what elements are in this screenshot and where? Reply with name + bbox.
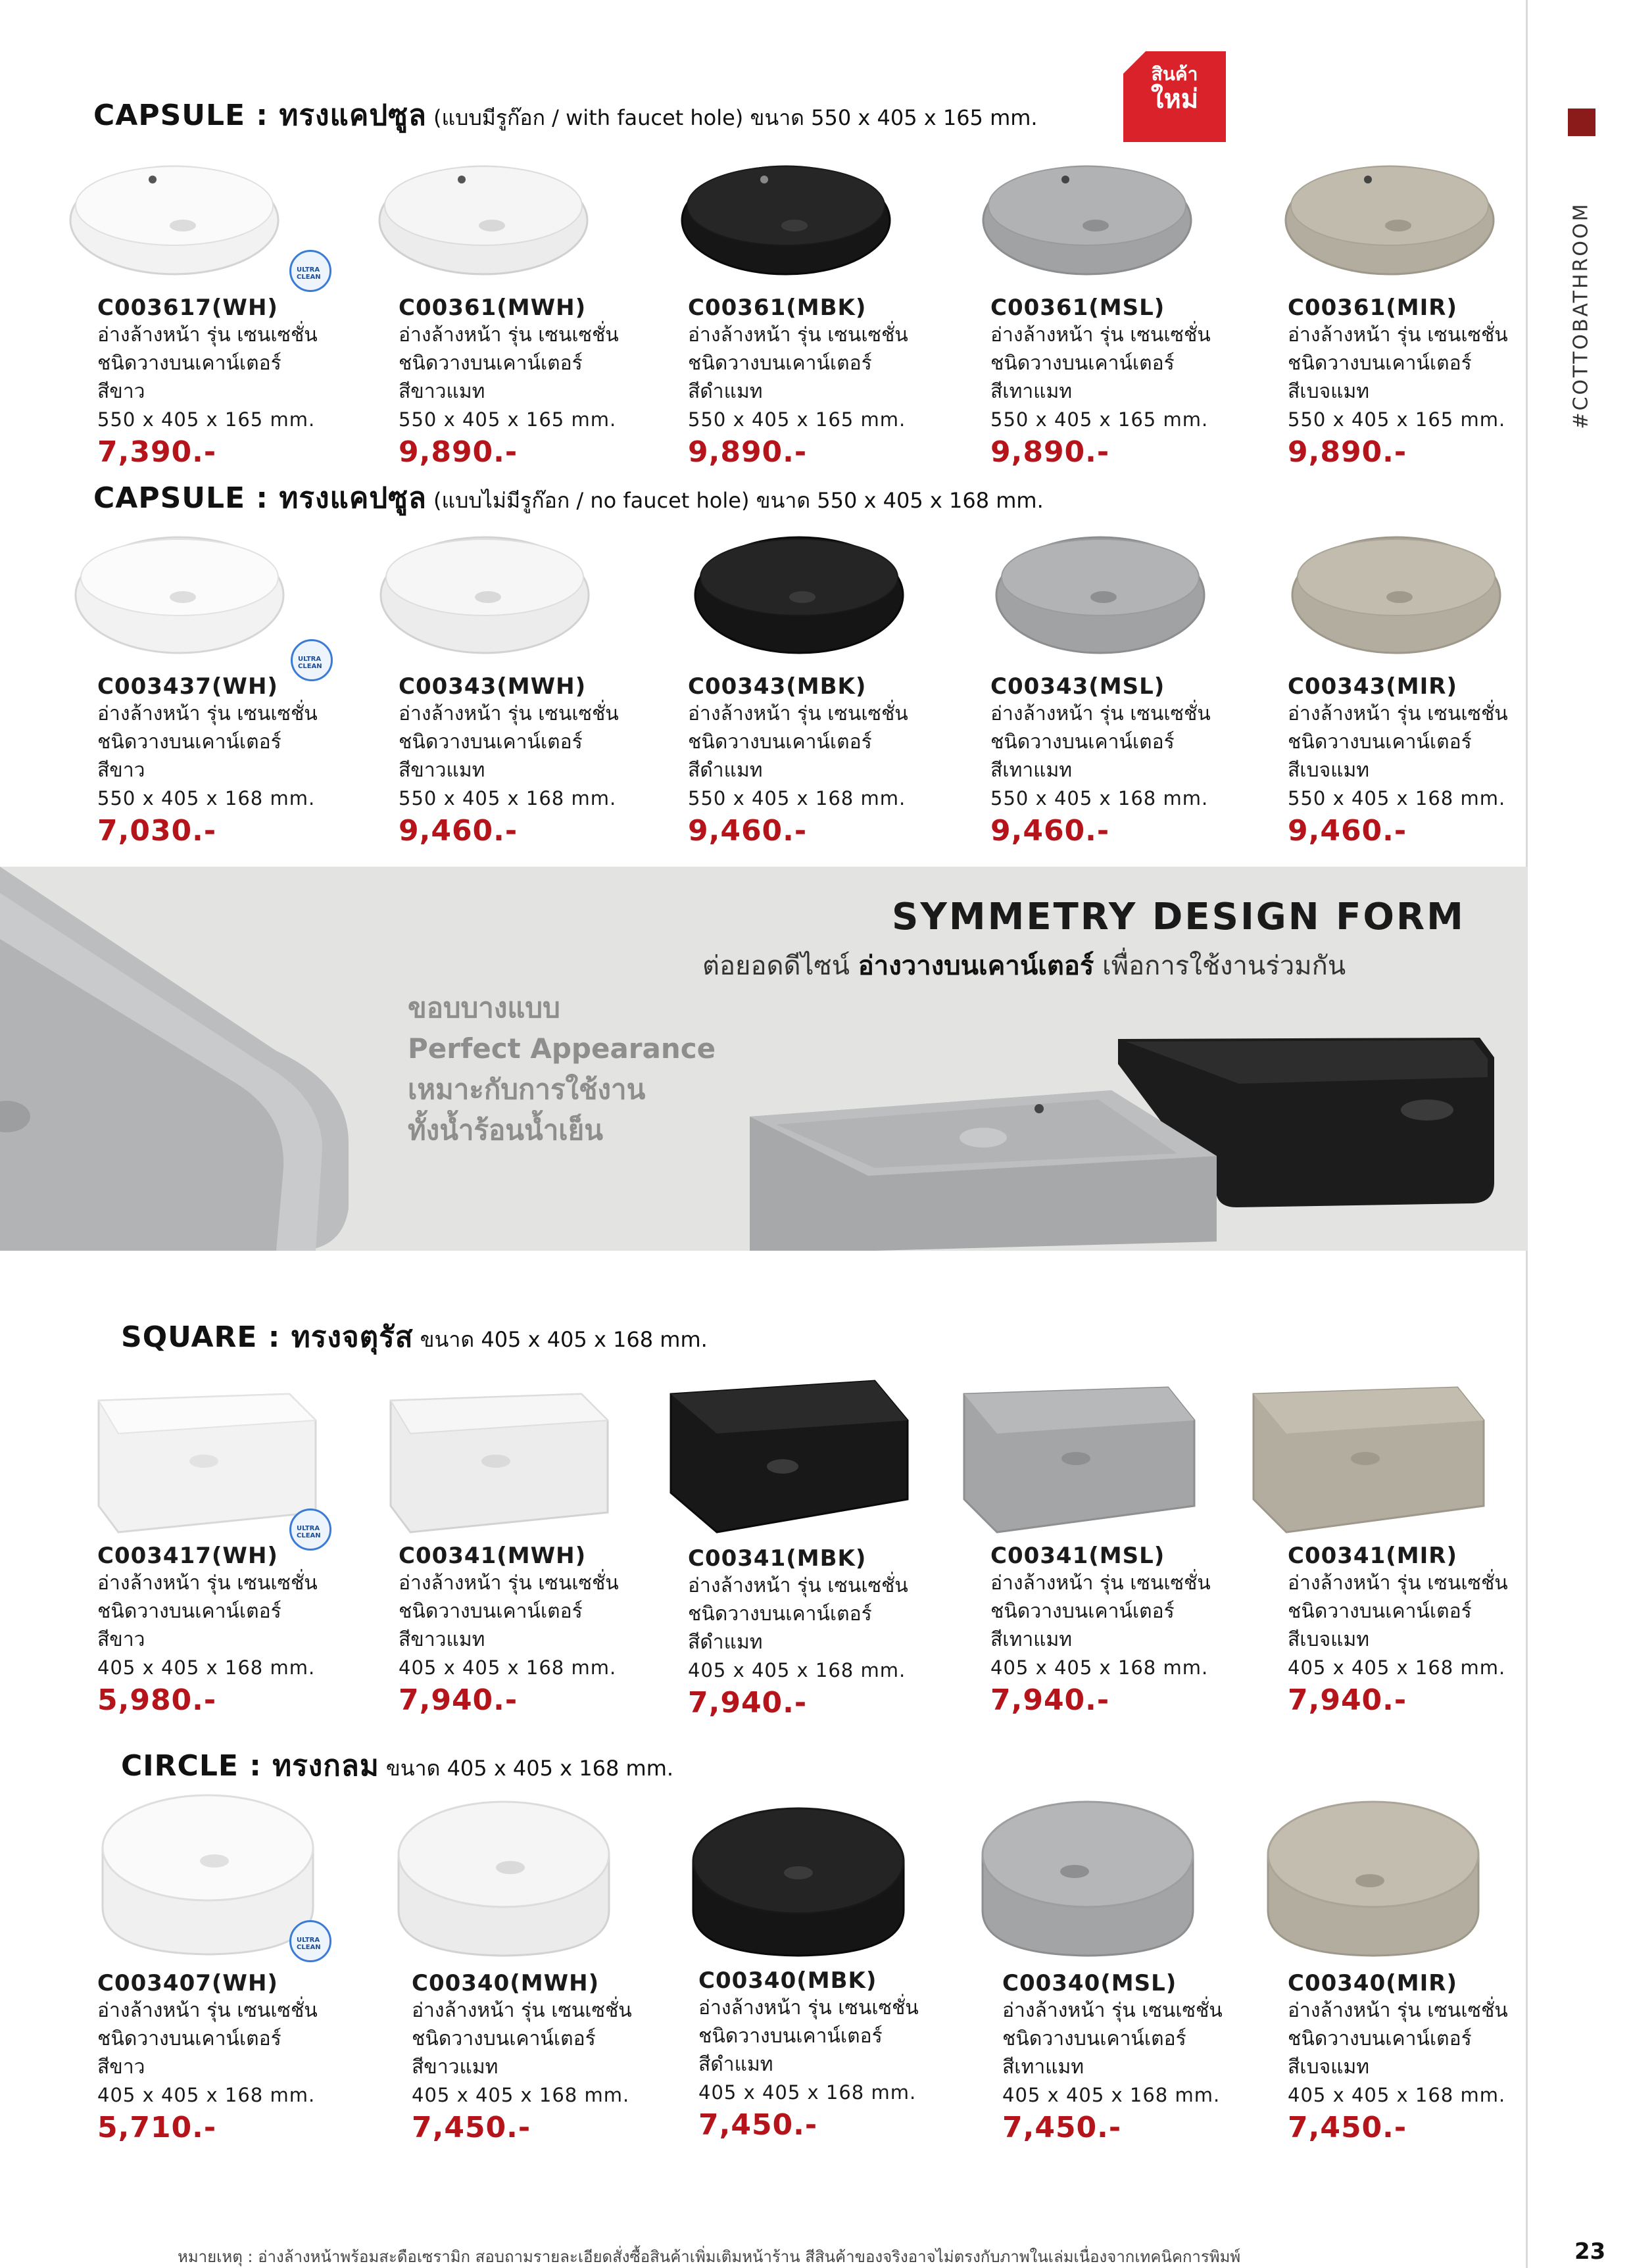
banner-title: SYMMETRY DESIGN FORM bbox=[892, 896, 1465, 938]
product-color: สีดำแมท bbox=[698, 2053, 773, 2076]
product-code: C00341(MSL) bbox=[990, 1543, 1165, 1569]
product-color: สีเทาแมท bbox=[1002, 2056, 1084, 2079]
product-description: อ่างล้างหน้า รุ่น เซนเซชั่น bbox=[97, 324, 318, 347]
product-color: สีเทาแมท bbox=[990, 759, 1073, 782]
product-card-c00341-mir bbox=[1288, 1543, 1577, 1719]
product-price: 9,890.- bbox=[1288, 435, 1407, 469]
product-dimensions: 550 x 405 x 165 mm. bbox=[399, 408, 617, 431]
product-type: ชนิดวางบนเคาน์เตอร์ bbox=[1288, 731, 1472, 754]
product-code: C00361(MIR) bbox=[1288, 295, 1457, 321]
banner-features: ขอบบางแบบ Perfect Appearance เหมาะกับการใช้งาน ทั้งน้ำร้อนน้ำเย็น bbox=[408, 992, 716, 1146]
product-price: 7,450.- bbox=[698, 2108, 818, 2142]
product-description: อ่างล้างหน้า รุ่น เซนเซชั่น bbox=[97, 1999, 318, 2022]
product-image-square-black bbox=[664, 1368, 914, 1539]
product-card-c00343-msl bbox=[990, 673, 1280, 850]
product-color: สีเบจแมท bbox=[1288, 759, 1370, 782]
product-dimensions: 550 x 405 x 168 mm. bbox=[399, 787, 617, 809]
product-color: สีขาว bbox=[97, 1628, 145, 1651]
product-description: อ่างล้างหน้า รุ่น เซนเซชั่น bbox=[990, 324, 1211, 347]
product-dimensions: 405 x 405 x 168 mm. bbox=[990, 1656, 1209, 1679]
product-card-c003437-wh bbox=[97, 673, 387, 850]
product-color: สีดำแมท bbox=[688, 380, 763, 403]
product-image-circle-grey bbox=[976, 1795, 1200, 1960]
product-description: อ่างล้างหน้า รุ่น เซนเซชั่น bbox=[399, 1572, 619, 1595]
product-price: 7,390.- bbox=[97, 435, 217, 469]
product-image-capsule-nohole-matte-white bbox=[376, 526, 593, 658]
product-price: 5,980.- bbox=[97, 1683, 217, 1717]
product-code: C00343(MIR) bbox=[1288, 673, 1457, 700]
product-type: ชนิดวางบนเคาน์เตอร์ bbox=[97, 352, 281, 375]
product-image-square-white bbox=[92, 1381, 322, 1539]
product-price: 7,030.- bbox=[97, 814, 217, 848]
product-code: C00343(MBK) bbox=[688, 673, 867, 700]
product-image-circle-beige bbox=[1261, 1795, 1485, 1960]
product-dimensions: 405 x 405 x 168 mm. bbox=[698, 2081, 917, 2104]
product-description: อ่างล้างหน้า รุ่น เซนเซชั่น bbox=[399, 324, 619, 347]
product-dimensions: 550 x 405 x 168 mm. bbox=[97, 787, 316, 809]
product-type: ชนิดวางบนเคาน์เตอร์ bbox=[688, 1603, 872, 1626]
product-card-c003407-wh bbox=[97, 1970, 387, 2146]
product-type: ชนิดวางบนเคาน์เตอร์ bbox=[688, 352, 872, 375]
product-type: ชนิดวางบนเคาน์เตอร์ bbox=[97, 731, 281, 754]
product-description: อ่างล้างหน้า รุ่น เซนเซชั่น bbox=[990, 1572, 1211, 1595]
product-card-c00341-mwh bbox=[399, 1543, 688, 1719]
product-price: 7,450.- bbox=[1002, 2111, 1122, 2144]
section-title-capsule-hole: CAPSULE : ทรงแคปซูล (แบบมีรูก๊อก / with faucet hole) ขนาด 550 x 405 x 165 mm. bbox=[93, 99, 1038, 132]
product-card-c00340-msl bbox=[1002, 1970, 1292, 2146]
product-card-c00340-mir bbox=[1288, 1970, 1577, 2146]
product-code: C00343(MSL) bbox=[990, 673, 1165, 700]
product-price: 7,940.- bbox=[1288, 1683, 1407, 1717]
product-code: C003407(WH) bbox=[97, 1970, 278, 1996]
product-price: 7,940.- bbox=[688, 1686, 808, 1720]
product-image-square-beige bbox=[1247, 1374, 1490, 1539]
product-description: อ่างล้างหน้า รุ่น เซนเซชั่น bbox=[1288, 1572, 1508, 1595]
product-code: C003617(WH) bbox=[97, 295, 278, 321]
product-type: ชนิดวางบนเคาน์เตอร์ bbox=[990, 731, 1175, 754]
product-price: 9,460.- bbox=[399, 814, 518, 848]
product-dimensions: 405 x 405 x 168 mm. bbox=[97, 2084, 316, 2106]
product-price: 9,460.- bbox=[990, 814, 1110, 848]
product-color: สีขาวแมท bbox=[399, 759, 485, 782]
product-description: อ่างล้างหน้า รุ่น เซนเซชั่น bbox=[399, 702, 619, 725]
product-color: สีขาว bbox=[97, 759, 145, 782]
product-code: C00361(MSL) bbox=[990, 295, 1165, 321]
product-dimensions: 405 x 405 x 168 mm. bbox=[97, 1656, 316, 1679]
product-description: อ่างล้างหน้า รุ่น เซนเซชั่น bbox=[1288, 702, 1508, 725]
product-code: C00341(MWH) bbox=[399, 1543, 587, 1569]
product-description: อ่างล้างหน้า รุ่น เซนเซชั่น bbox=[1002, 1999, 1223, 2022]
product-price: 9,890.- bbox=[688, 435, 808, 469]
section-title-square: SQUARE : ทรงจตุรัส ขนาด 405 x 405 x 168 mm. bbox=[121, 1320, 708, 1354]
product-code: C00341(MBK) bbox=[688, 1545, 867, 1572]
product-description: อ่างล้างหน้า รุ่น เซนเซชั่น bbox=[688, 324, 908, 347]
product-image-capsule-hole-white bbox=[66, 148, 283, 279]
product-dimensions: 405 x 405 x 168 mm. bbox=[1288, 2084, 1506, 2106]
product-type: ชนิดวางบนเคาน์เตอร์ bbox=[399, 1600, 583, 1623]
product-dimensions: 550 x 405 x 165 mm. bbox=[1288, 408, 1506, 431]
product-color: สีดำแมท bbox=[688, 1631, 763, 1654]
product-description: อ่างล้างหน้า รุ่น เซนเซชั่น bbox=[412, 1999, 632, 2022]
product-price: 7,450.- bbox=[1288, 2111, 1407, 2144]
product-image-capsule-nohole-grey bbox=[992, 526, 1209, 658]
product-dimensions: 550 x 405 x 165 mm. bbox=[688, 408, 906, 431]
product-description: อ่างล้างหน้า รุ่น เซนเซชั่น bbox=[698, 1996, 919, 2019]
product-color: สีขาวแมท bbox=[399, 1628, 485, 1651]
product-description: อ่างล้างหน้า รุ่น เซนเซชั่น bbox=[1288, 1999, 1508, 2022]
footnote: หมายเหตุ : อ่างล้างหน้าพร้อมสะดือเซรามิก สอบถามรายละเอียดสั่งซื้อสินค้าเพิ่มเติมหน้าร้าน สีสินค้าของจริงอาจไม่ตรงกับภาพในเล่มเนื่องจากเทคนิคการพิมพ์ bbox=[178, 2248, 1241, 2266]
product-price: 9,890.- bbox=[399, 435, 518, 469]
product-image-circle-black bbox=[687, 1802, 910, 1960]
product-price: 7,940.- bbox=[990, 1683, 1110, 1717]
product-color: สีขาว bbox=[97, 380, 145, 403]
product-color: สีเบจแมท bbox=[1288, 2056, 1370, 2079]
product-type: ชนิดวางบนเคาน์เตอร์ bbox=[97, 1600, 281, 1623]
page-number: 23 bbox=[1574, 2238, 1606, 2265]
product-price: 9,890.- bbox=[990, 435, 1110, 469]
product-type: ชนิดวางบนเคาน์เตอร์ bbox=[698, 2025, 883, 2048]
product-price: 5,710.- bbox=[97, 2111, 217, 2144]
product-code: C00343(MWH) bbox=[399, 673, 587, 700]
product-card-c00361-mwh bbox=[399, 295, 688, 471]
product-card-c00343-mir bbox=[1288, 673, 1577, 850]
product-card-c00343-mwh bbox=[399, 673, 688, 850]
product-code: C00361(MBK) bbox=[688, 295, 867, 321]
product-code: C003417(WH) bbox=[97, 1543, 278, 1569]
product-type: ชนิดวางบนเคาน์เตอร์ bbox=[1002, 2027, 1186, 2050]
product-code: C00341(MIR) bbox=[1288, 1543, 1457, 1569]
section-title-circle: CIRCLE : ทรงกลม ขนาด 405 x 405 x 168 mm. bbox=[121, 1749, 674, 1783]
product-image-circle-white bbox=[96, 1789, 320, 1960]
product-dimensions: 550 x 405 x 168 mm. bbox=[990, 787, 1209, 809]
product-image-capsule-nohole-white bbox=[71, 526, 288, 658]
product-price: 7,450.- bbox=[412, 2111, 531, 2144]
brand-square-mark bbox=[1568, 109, 1595, 136]
product-description: อ่างล้างหน้า รุ่น เซนเซชั่น bbox=[688, 702, 908, 725]
product-card-c003617-wh bbox=[97, 295, 387, 471]
product-dimensions: 550 x 405 x 165 mm. bbox=[97, 408, 316, 431]
product-dimensions: 550 x 405 x 168 mm. bbox=[1288, 787, 1506, 809]
product-type: ชนิดวางบนเคาน์เตอร์ bbox=[990, 1600, 1175, 1623]
product-color: สีเทาแมท bbox=[990, 380, 1073, 403]
product-image-capsule-hole-grey bbox=[979, 148, 1196, 279]
product-type: ชนิดวางบนเคาน์เตอร์ bbox=[1288, 352, 1472, 375]
product-type: ชนิดวางบนเคาน์เตอร์ bbox=[97, 2027, 281, 2050]
product-dimensions: 405 x 405 x 168 mm. bbox=[1288, 1656, 1506, 1679]
product-code: C003437(WH) bbox=[97, 673, 278, 700]
product-color: สีเบจแมท bbox=[1288, 380, 1370, 403]
product-type: ชนิดวางบนเคาน์เตอร์ bbox=[412, 2027, 596, 2050]
product-color: สีดำแมท bbox=[688, 759, 763, 782]
product-card-c00361-mbk bbox=[688, 295, 977, 471]
product-color: สีขาวแมท bbox=[412, 2056, 499, 2079]
product-type: ชนิดวางบนเคาน์เตอร์ bbox=[688, 731, 872, 754]
product-code: C00340(MWH) bbox=[412, 1970, 600, 1996]
product-type: ชนิดวางบนเคาน์เตอร์ bbox=[399, 352, 583, 375]
product-type: ชนิดวางบนเคาน์เตอร์ bbox=[1288, 1600, 1472, 1623]
product-image-capsule-nohole-beige bbox=[1288, 526, 1505, 658]
product-card-c00361-mir bbox=[1288, 295, 1577, 471]
product-color: สีเทาแมท bbox=[990, 1628, 1073, 1651]
product-dimensions: 550 x 405 x 165 mm. bbox=[990, 408, 1209, 431]
ultra-clean-icon: ULTRA CLEAN bbox=[289, 1508, 331, 1551]
section-title-capsule-no-hole: CAPSULE : ทรงแคปซูล (แบบไม่มีรูก๊อก / no faucet hole) ขนาด 550 x 405 x 168 mm. bbox=[93, 481, 1044, 515]
product-image-square-grey bbox=[958, 1374, 1201, 1539]
product-image-capsule-hole-black bbox=[677, 148, 894, 279]
product-card-c00340-mbk bbox=[698, 1967, 988, 2144]
product-card-c00361-msl bbox=[990, 295, 1280, 471]
new-product-badge: สินค้า ใหม่ bbox=[1123, 51, 1226, 142]
product-color: สีเบจแมท bbox=[1288, 1628, 1370, 1651]
product-description: อ่างล้างหน้า รุ่น เซนเซชั่น bbox=[1288, 324, 1508, 347]
product-card-c00341-mbk bbox=[688, 1545, 977, 1722]
product-image-capsule-hole-matte-white bbox=[375, 148, 592, 279]
ultra-clean-icon: ULTRA CLEAN bbox=[291, 639, 333, 681]
product-code: C00340(MIR) bbox=[1288, 1970, 1457, 1996]
product-type: ชนิดวางบนเคาน์เตอร์ bbox=[990, 352, 1175, 375]
product-card-c00343-mbk bbox=[688, 673, 977, 850]
banner-subtitle: ต่อยอดดีไซน์ อ่างวางบนเคาน์เตอร์ เพื่อการใช้งานร่วมกัน bbox=[702, 951, 1346, 981]
product-code: C00340(MSL) bbox=[1002, 1970, 1177, 1996]
product-type: ชนิดวางบนเคาน์เตอร์ bbox=[1288, 2027, 1472, 2050]
ultra-clean-icon: ULTRA CLEAN bbox=[289, 1920, 331, 1962]
product-description: อ่างล้างหน้า รุ่น เซนเซชั่น bbox=[990, 702, 1211, 725]
product-image-capsule-nohole-black bbox=[691, 526, 908, 658]
product-price: 9,460.- bbox=[688, 814, 808, 848]
product-description: อ่างล้างหน้า รุ่น เซนเซชั่น bbox=[97, 1572, 318, 1595]
product-image-circle-matte-white bbox=[392, 1795, 616, 1960]
product-card-c00341-msl bbox=[990, 1543, 1280, 1719]
product-card-c00340-mwh bbox=[412, 1970, 701, 2146]
product-code: C00340(MBK) bbox=[698, 1967, 877, 1994]
product-description: อ่างล้างหน้า รุ่น เซนเซชั่น bbox=[688, 1574, 908, 1597]
product-price: 9,460.- bbox=[1288, 814, 1407, 848]
product-code: C00361(MWH) bbox=[399, 295, 587, 321]
product-image-square-matte-white bbox=[384, 1381, 614, 1539]
product-image-capsule-hole-beige bbox=[1281, 148, 1498, 279]
product-color: สีขาวแมท bbox=[399, 380, 485, 403]
product-card-c003417-wh bbox=[97, 1543, 387, 1719]
product-dimensions: 405 x 405 x 168 mm. bbox=[412, 2084, 630, 2106]
product-color: สีขาว bbox=[97, 2056, 145, 2079]
product-dimensions: 550 x 405 x 168 mm. bbox=[688, 787, 906, 809]
product-dimensions: 405 x 405 x 168 mm. bbox=[399, 1656, 617, 1679]
ultra-clean-icon: ULTRA CLEAN bbox=[289, 250, 331, 292]
product-type: ชนิดวางบนเคาน์เตอร์ bbox=[399, 731, 583, 754]
product-dimensions: 405 x 405 x 168 mm. bbox=[1002, 2084, 1221, 2106]
product-dimensions: 405 x 405 x 168 mm. bbox=[688, 1659, 906, 1681]
product-description: อ่างล้างหน้า รุ่น เซนเซชั่น bbox=[97, 702, 318, 725]
product-price: 7,940.- bbox=[399, 1683, 518, 1717]
